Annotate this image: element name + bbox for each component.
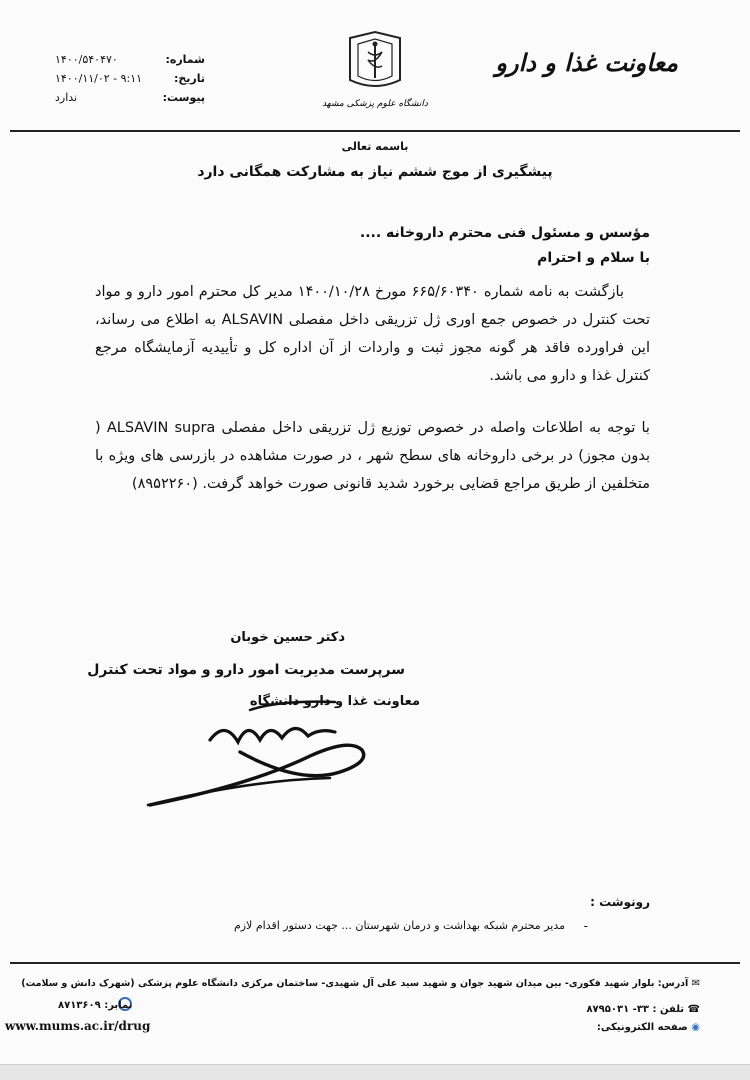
signer-name: دکتر حسین خوبان xyxy=(230,630,345,645)
meta-date-value: ۱۴۰۰/۱۱/۰۲ - ۹:۱۱ xyxy=(55,72,143,85)
footer-fax: نمابر: ۸۷۱۳۶۰۹ xyxy=(58,1000,133,1011)
letter-meta xyxy=(55,50,205,107)
phone-icon: ☎ xyxy=(687,1004,700,1015)
meta-date xyxy=(55,69,205,88)
paragraph-2: با توجه به اطلاعات واصله در خصوص توزیع ژل تزریقی داخل مفصلی ALSAVIN supra ( بدون مجوز) در برخی داروخانه های سطح شهر ، در صورت مشاهده در بازرسی های ویژه با متخلفین از طریق مراجع قضایی برخورد شدید قانونی صورت خواهد گرفت. (۸۹۵۲۲۶۰) xyxy=(95,420,650,492)
meta-attachment-value: ندارد xyxy=(55,91,78,104)
meta-number-label: شماره: xyxy=(165,53,205,66)
logo-caption: دانشگاه علوم پزشکی مشهد xyxy=(322,99,428,109)
globe-icon: ◉ xyxy=(691,1022,700,1033)
footer-phone-text: تلفن : ۳۳- ۸۷۹۵۰۳۱ xyxy=(586,1004,685,1015)
copies-recipient: مدیر محترم شبکه بهداشت و درمان شهرستان ... جهت دستور اقدام لازم xyxy=(233,919,565,932)
office-title: معاونت غذا و دارو xyxy=(495,48,678,77)
meta-number xyxy=(55,50,205,69)
footer-phone xyxy=(586,1004,700,1015)
greeting: با سلام و احترام xyxy=(537,250,650,266)
meta-date-label: تاریخ: xyxy=(173,72,205,85)
slogan: پیشگیری از موج ششم نیاز به مشارکت همگانی دارد xyxy=(197,164,553,180)
footer-address-text: آدرس: بلوار شهید فکوری- بین میدان شهید جوان و شهید سید علی آل شهیدی- ساختمان مرکزی دانشگاه علوم پزشکی (شهرک دانش و سلامت) xyxy=(21,978,689,989)
signer-department: معاونت غذا و دارو دانشگاه xyxy=(249,694,420,709)
meta-number-value: ۱۴۰۰/۵۴۰۴۷۰ xyxy=(55,53,118,66)
basmala: باسمه تعالی xyxy=(341,140,409,153)
mail-icon: ✉ xyxy=(691,978,700,989)
copies-dash: - xyxy=(583,919,588,933)
signer-title: سرپرست مدیریت امور دارو و مواد تحت کنترل xyxy=(87,662,405,678)
header-divider xyxy=(10,130,740,132)
paragraph-1: بازگشت به نامه شماره ۶۶۵/۶۰۳۴۰ مورخ ۱۴۰۰/۱۰/۲۸ مدیر کل محترم امور دارو و مواد تحت کنترل در خصوص جمع اوری ژل تزریقی داخل مفصلی ALSAVIN به اطلاع می رساند، این فراورده فاقد هر گونه مجوز ثبت و واردات از آن اداره کل و تأییدیه آزمایشگاه مرجع کنترل غذا و دارو می باشد. xyxy=(95,284,650,384)
meta-attachment xyxy=(55,88,205,107)
university-logo xyxy=(322,30,428,112)
handwritten-signature xyxy=(130,690,400,830)
footer-address xyxy=(21,978,700,989)
addressee: مؤسس و مسئول فنی محترم داروخانه .... xyxy=(359,225,650,241)
footer-email-label: صفحه الکترونیکی: xyxy=(596,1022,688,1033)
footer-divider xyxy=(10,962,740,964)
page-bottom-edge xyxy=(0,1064,750,1080)
website-link[interactable]: www.mums.ac.ir/drug xyxy=(5,1019,151,1033)
footer-email xyxy=(597,1022,700,1033)
meta-attachment-label: پیوست: xyxy=(162,91,205,104)
copies-label: رونوشت : xyxy=(590,895,650,909)
